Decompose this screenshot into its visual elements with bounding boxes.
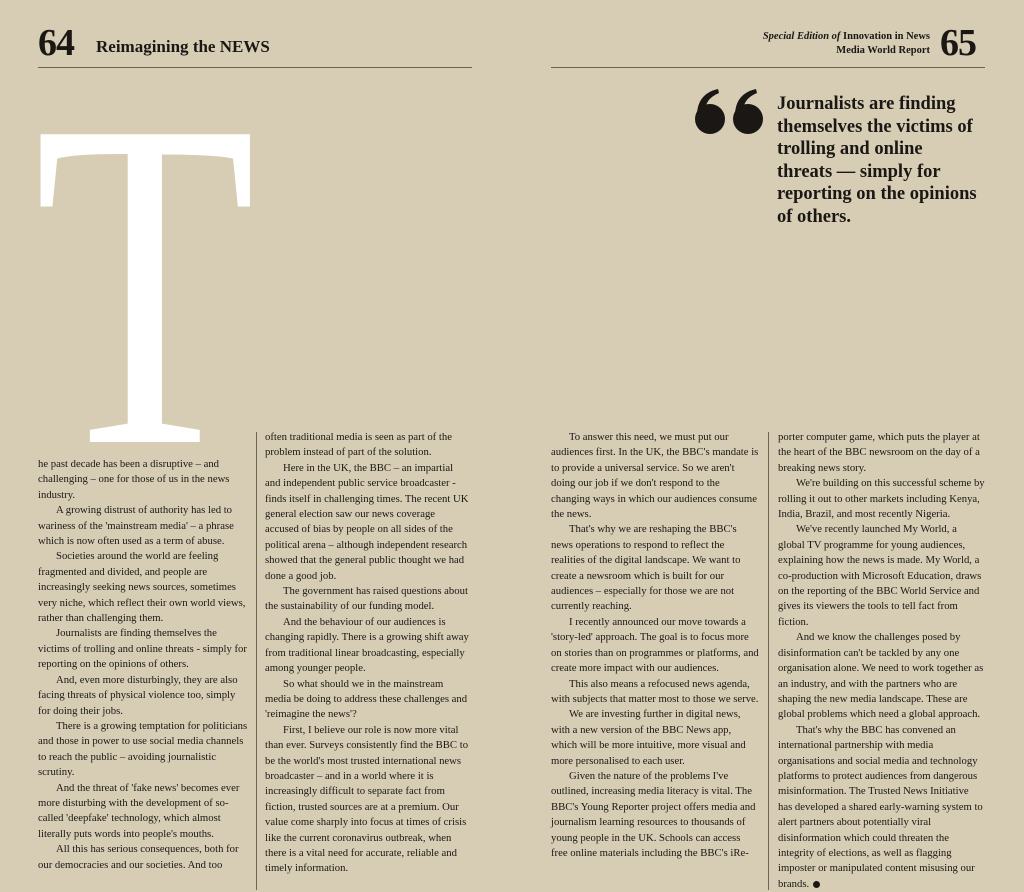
paragraph: Here in the UK, the BBC – an impartial and independent public service broadcaster - finds itself in challenging times. The recent UK general election saw our news coverage accused of bias by people on all sides of the political arena – although independent research showed that the general public thought we had done a good job. — [265, 461, 469, 582]
paragraph: First, I believe our role is now more vital than ever. Surveys consistently find the BBC to be the world's most trusted international news broadcaster – and in a world where it is increasingly difficult to separate fact from fiction, trusted sources are at a premium. Our value come sharply into focus at times of crisis like the current coronavirus outbreak, when there is a vital need for accurate, reliable and timely information. — [265, 723, 469, 875]
paragraph: he past decade has been a disruptive – and challenging – one for those of us in the news industry. — [38, 458, 230, 501]
right-title-line2: Media World Report — [836, 45, 930, 56]
left-title-part-a: Reimagining — [96, 37, 189, 56]
paragraph: And the behaviour of our audiences is changing rapidly. There is a growing shift away from traditional linear broadcasting, especially among younger people. — [265, 615, 469, 675]
paragraph: I recently announced our move towards a 'story-led' approach. The goal is to focus more on stories than on programmes or platforms, and create more impact with our audiences. — [551, 615, 759, 675]
column-divider — [256, 432, 257, 890]
drop-cap-letter: T — [34, 84, 256, 444]
right-running-title — [700, 30, 930, 58]
right-page-number: 65 — [940, 22, 976, 64]
end-mark-icon — [813, 881, 820, 888]
body-column-3 — [551, 430, 759, 861]
left-running-title — [96, 37, 270, 57]
paragraph: So what should we in the mainstream media be doing to address these challenges and 'reimagine the news'? — [265, 677, 468, 721]
paragraph: And, even more disturbingly, they are also facing threats of physical violence too, simply for doing their jobs. — [38, 673, 238, 717]
left-header-rule — [38, 67, 472, 68]
paragraph: Journalists are finding themselves the victims of trolling and online threats - simply for reporting on the opinions of others. — [38, 627, 247, 671]
paragraph: That's why the BBC has convened an international partnership with media organisations and social media and technology platforms to protect audiences from dangerous misinformation. The Trusted News Initiative has developed a shared early-warning system to alert partners about potentially viral disinformation which could threaten the integrity of elections, as well as flagging imposter or manipulated content misusing our brands. — [778, 723, 983, 890]
body-column-2 — [265, 430, 470, 877]
quote-mark-icon — [694, 88, 770, 136]
paragraph: The government has raised questions about the sustainability of our funding model. — [265, 585, 468, 613]
paragraph: All this has serious consequences, both for our democracies and our societies. And too — [38, 843, 239, 871]
paragraph: This also means a refocused news agenda, with subjects that matter most to those we serve. — [551, 677, 759, 705]
paragraph: And we know the challenges posed by disinformation can't be tackled by any one organisation alone. We need to work together as an industry, and with the partners who are shaping the new media landscape. These are global problems which need a global approach. — [778, 631, 984, 721]
pull-quote: Journalists are finding themselves the victims of trolling and online threats — simply for reporting on the opinions of others. — [777, 94, 977, 227]
paragraph: And the threat of 'fake news' becomes ever more disturbing with the development of so-called 'deepfake' technology, which almost literally puts words into people's mouths. — [38, 781, 240, 840]
right-header-rule — [551, 67, 985, 68]
paragraph: A growing distrust of authority has led to wariness of the 'mainstream media' – a phrase which is now often used as a term of abuse. — [38, 504, 234, 548]
body-column-4 — [778, 430, 985, 892]
paragraph: To answer this need, we must put our audiences first. In the UK, the BBC's mandate is to provide a universal service. So we aren't doing our job if we don't respond to the changing ways in which our audiences consume the news. — [551, 431, 759, 521]
paragraph: That's why we are reshaping the BBC's news operations to respond to reflect the realities of the digital landscape. We want to create a newsroom which is built for our audiences – especially for those we are not currently reaching. — [551, 523, 741, 613]
body-column-1 — [38, 457, 250, 873]
paragraph: We are investing further in digital news, with a new version of the BBC News app, which will be more intuitive, more visual and more personalised to each user. — [551, 708, 746, 767]
paragraph: Societies around the world are feeling fragmented and divided, and people are increasingly seeking news sources, sometimes very niche, which reflect their own world views, rather than challenging them. — [38, 550, 246, 625]
right-title-rest: Innovation in News — [843, 31, 930, 42]
paragraph: There is a growing temptation for politicians and those in power to use social media channels to reach the public – avoiding journalistic scrutiny. — [38, 719, 248, 779]
drop-cap — [30, 84, 260, 444]
paragraph: Given the nature of the problems I've outlined, increasing media literacy is vital. The BBC's Young Reporter project offers media and journalism learning resources to thousands of young people in the UK. Schools can access free online materials including the BBC's iRe- — [551, 769, 756, 859]
paragraph: We've recently launched My World, a global TV programme for young audiences, explaining how the news is made. My World, a co-production with Microsoft Education, draws on the reporting of the BBC World Service and gives its viewers the tools to tell fact from fiction. — [778, 523, 982, 628]
paragraph: We're building on this successful scheme by rolling it out to other markets including Kenya, India, Brazil, and most recently Nigeria. — [778, 477, 985, 521]
paragraph: porter computer game, which puts the player at the heart of the BBC newsroom on the day of a breaking news story. — [778, 431, 980, 474]
paragraph: often traditional media is seen as part of the problem instead of part of the solution. — [265, 431, 452, 459]
left-page-number: 64 — [38, 22, 74, 64]
column-divider — [768, 432, 769, 890]
right-title-italic: Special Edition of — [762, 31, 841, 42]
left-title-part-b: the NEWS — [192, 37, 270, 56]
